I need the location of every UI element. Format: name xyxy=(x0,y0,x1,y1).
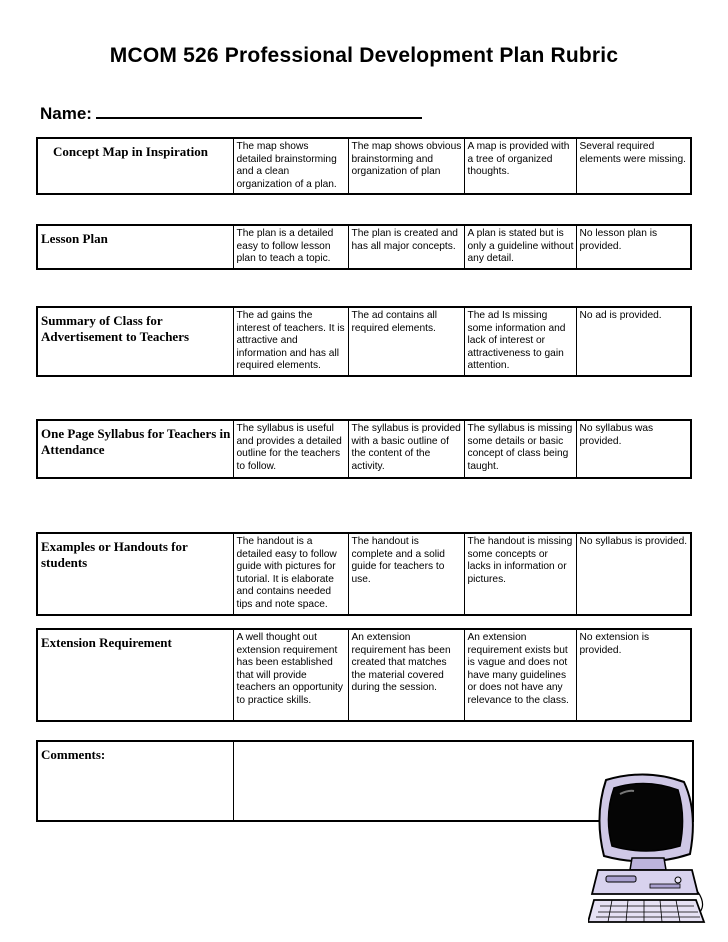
criteria-cell: An extension requirement exists but is vague and does not have many guidelines or does not have any relevance to the class. xyxy=(464,629,576,721)
rubric-table-handouts xyxy=(36,532,692,616)
criteria-cell: A well thought out extension requirement has been established that will provide teachers an opportunity to practice skills. xyxy=(233,629,348,721)
criteria-cell: Several required elements were missing. xyxy=(576,138,691,194)
table-row xyxy=(37,533,691,615)
category-summary-ad: Summary of Class for Advertisement to Teachers xyxy=(37,307,233,376)
criteria-cell: The map shows obvious brainstorming and organization of plan xyxy=(348,138,464,194)
rubric-table-lesson-plan xyxy=(36,224,692,270)
criteria-cell: No ad is provided. xyxy=(576,307,691,376)
criteria-cell: The syllabus is useful and provides a detailed outline for the teachers to follow. xyxy=(233,420,348,478)
criteria-cell: The plan is a detailed easy to follow lesson plan to teach a topic. xyxy=(233,225,348,269)
criteria-cell: No lesson plan is provided. xyxy=(576,225,691,269)
criteria-cell: The syllabus is provided with a basic outline of the content of the activity. xyxy=(348,420,464,478)
rubric-table-summary-ad xyxy=(36,306,692,377)
criteria-cell: The map shows detailed brainstorming and a clean organization of a plan. xyxy=(233,138,348,194)
criteria-cell: The plan is created and has all major concepts. xyxy=(348,225,464,269)
computer-clipart-icon xyxy=(588,772,706,932)
criteria-cell: No syllabus was provided. xyxy=(576,420,691,478)
table-row xyxy=(37,307,691,376)
category-concept-map: Concept Map in Inspiration xyxy=(37,138,233,194)
category-extension: Extension Requirement xyxy=(37,629,233,721)
name-label: Name: xyxy=(40,104,92,123)
table-row xyxy=(37,138,691,194)
rubric-table-extension xyxy=(36,628,692,722)
rubric-table-concept-map xyxy=(36,137,692,195)
criteria-cell: An extension requirement has been created that matches the material covered during the session. xyxy=(348,629,464,721)
table-row xyxy=(37,420,691,478)
criteria-cell: A map is provided with a tree of organized thoughts. xyxy=(464,138,576,194)
criteria-cell: The handout is missing some concepts or lacks in information or pictures. xyxy=(464,533,576,615)
page-title: MCOM 526 Professional Development Plan Rubric xyxy=(109,44,619,67)
category-syllabus: One Page Syllabus for Teachers in Attendance xyxy=(37,420,233,478)
criteria-cell: The syllabus is missing some details or basic concept of class being taught. xyxy=(464,420,576,478)
category-lesson-plan: Lesson Plan xyxy=(37,225,233,269)
criteria-cell: The ad Is missing some information and lack of interest or attractiveness to gain attention. xyxy=(464,307,576,376)
criteria-cell: No extension is provided. xyxy=(576,629,691,721)
name-blank-line xyxy=(96,103,422,119)
criteria-cell: A plan is stated but is only a guideline without any detail. xyxy=(464,225,576,269)
criteria-cell: The ad gains the interest of teachers. It is attractive and information and has all required elements. xyxy=(233,307,348,376)
rubric-table-syllabus xyxy=(36,419,692,479)
table-row xyxy=(37,629,691,721)
table-row xyxy=(37,225,691,269)
criteria-cell: No syllabus is provided. xyxy=(576,533,691,615)
name-field xyxy=(40,103,422,124)
comments-label: Comments: xyxy=(37,741,233,821)
criteria-cell: The handout is a detailed easy to follow guide with pictures for tutorial. It is elaborate and contains needed tips and note space. xyxy=(233,533,348,615)
criteria-cell: The handout is complete and a solid guide for teachers to use. xyxy=(348,533,464,615)
criteria-cell: The ad contains all required elements. xyxy=(348,307,464,376)
category-handouts: Examples or Handouts for students xyxy=(37,533,233,615)
